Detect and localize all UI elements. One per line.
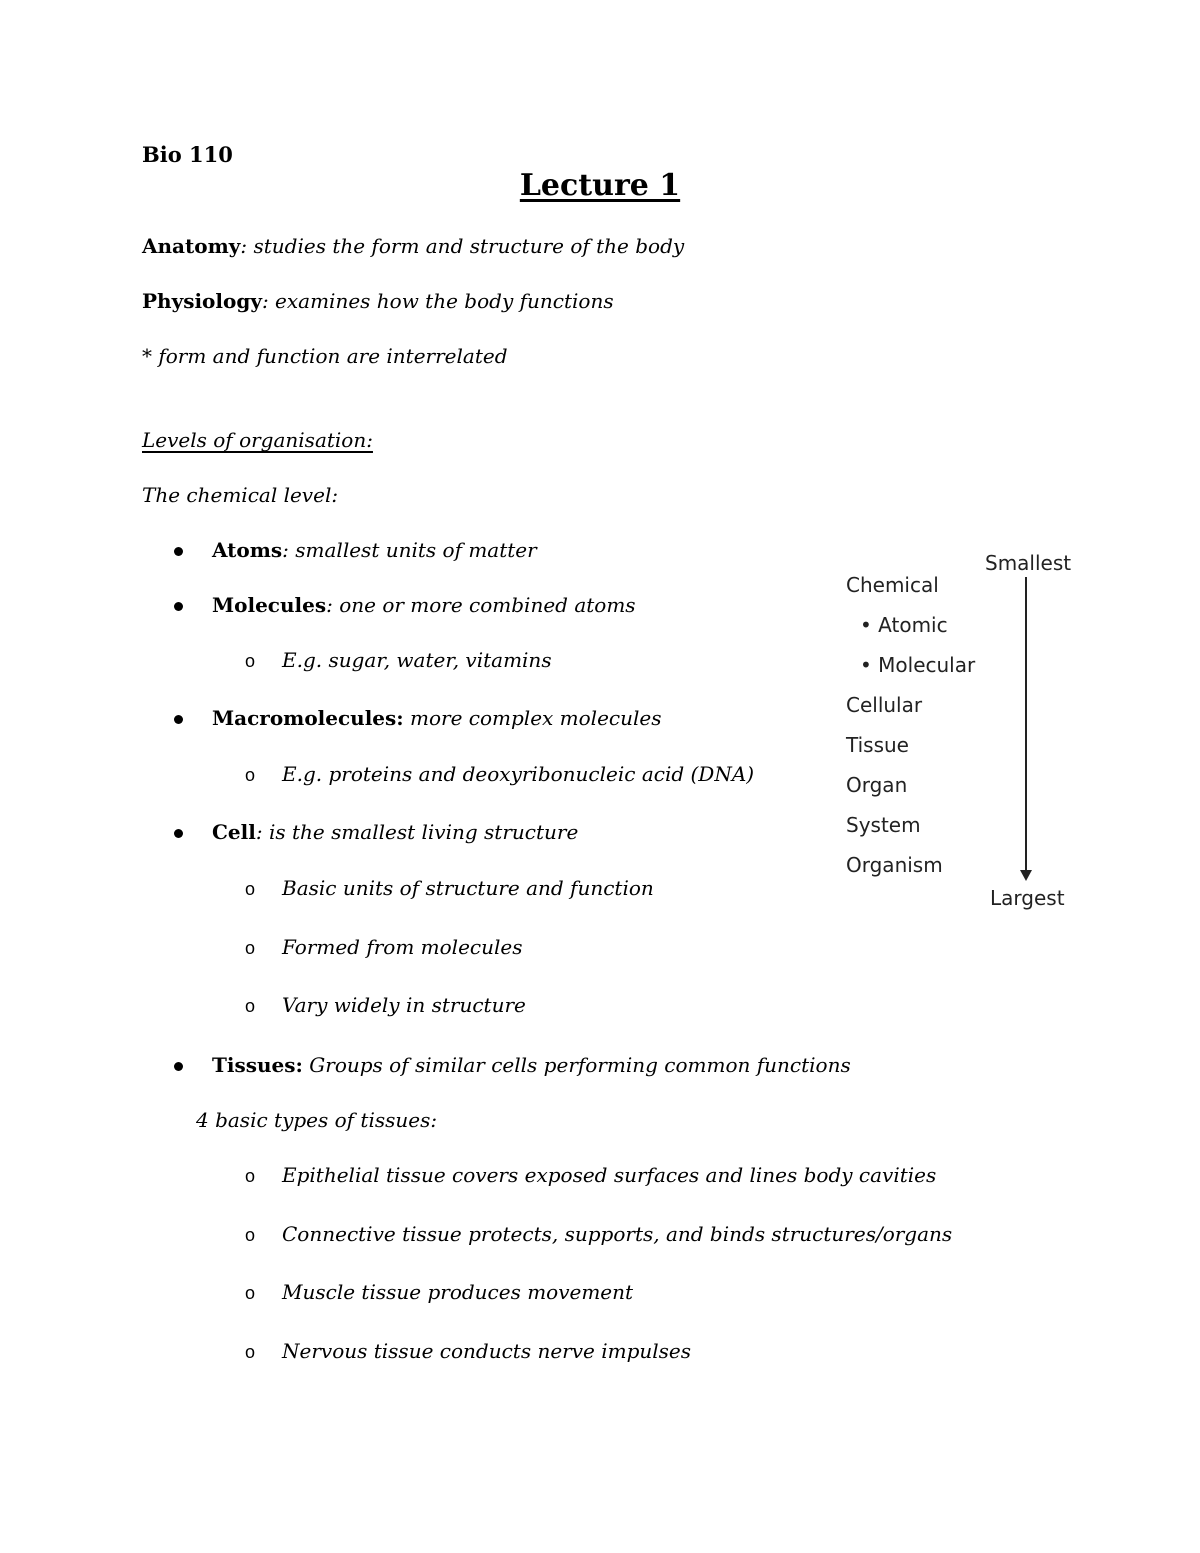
down-arrow-icon — [1010, 575, 1040, 885]
sub-bullet-icon: o — [245, 651, 256, 671]
section-subheading-text: The chemical level: — [142, 483, 339, 507]
tissue-type-item: Muscle tissue produces movement — [282, 1280, 634, 1304]
list-item-cell — [212, 820, 578, 844]
sub-bullet-icon: o — [245, 879, 256, 899]
list-item-tissues — [212, 1053, 851, 1077]
sub-item: E.g. sugar, water, vitamins — [282, 648, 552, 672]
diagram-bottom-label: Largest — [990, 886, 1065, 910]
sub-item: Basic units of structure and function — [282, 876, 654, 900]
list-item-atoms — [212, 538, 537, 562]
definition-term: Physiology — [142, 289, 262, 313]
note-line — [142, 344, 508, 368]
tissue-type-item: Nervous tissue conducts nerve impulses — [282, 1339, 692, 1363]
course-code: Bio 110 — [142, 142, 233, 167]
definition-term: Anatomy — [142, 234, 241, 258]
sub-item: E.g. proteins and deoxyribonucleic acid (DNA) — [282, 762, 755, 786]
sub-item: Vary widely in structure — [282, 993, 526, 1017]
sub-bullet-icon: o — [245, 996, 256, 1016]
section-heading — [142, 428, 373, 452]
item-definition: : is the smallest living structure — [255, 820, 579, 844]
tissue-types-intro: 4 basic types of tissues: — [196, 1108, 438, 1132]
diagram-level: Tissue — [846, 733, 909, 757]
item-term: Tissues: — [212, 1053, 303, 1077]
sub-bullet-icon: o — [245, 1166, 256, 1186]
bullet-icon — [174, 602, 183, 611]
lecture-title: Lecture 1 — [519, 168, 681, 203]
bullet-icon — [174, 1062, 183, 1071]
sub-bullet-icon: o — [245, 1342, 256, 1362]
item-term: Cell — [212, 820, 256, 844]
list-item-macromolecules — [212, 706, 661, 730]
sub-bullet-icon: o — [245, 765, 256, 785]
bullet-icon — [174, 547, 183, 556]
item-definition: Groups of similar cells performing common functions — [302, 1053, 851, 1077]
diagram-level: Cellular — [846, 693, 923, 717]
section-subheading — [142, 483, 338, 507]
sub-item: Formed from molecules — [282, 935, 523, 959]
diagram-level: • Molecular — [860, 653, 976, 677]
definition-physiology — [142, 289, 614, 313]
item-term: Macromolecules: — [212, 706, 404, 730]
definition-text: : examines how the body functions — [261, 289, 614, 313]
diagram-level: • Atomic — [860, 613, 948, 637]
diagram-level: System — [846, 813, 921, 837]
note-text: * form and function are interrelated — [142, 344, 508, 368]
diagram-level: Chemical — [846, 573, 939, 597]
definition-anatomy — [142, 234, 684, 258]
item-term: Atoms — [212, 538, 283, 562]
tissue-type-item: Epithelial tissue covers exposed surfaces and lines body cavities — [282, 1163, 937, 1187]
tissue-type-item: Connective tissue protects, supports, and binds structures/organs — [282, 1222, 953, 1246]
section-heading-text: Levels of organisation: — [142, 428, 373, 452]
sub-bullet-icon: o — [245, 938, 256, 958]
item-definition: more complex molecules — [403, 706, 662, 730]
diagram-top-label: Smallest — [985, 551, 1072, 575]
diagram-level: Organism — [846, 853, 943, 877]
definition-text: : studies the form and structure of the body — [240, 234, 685, 258]
item-definition: : one or more combined atoms — [326, 593, 636, 617]
sub-bullet-icon: o — [245, 1225, 256, 1245]
sub-bullet-icon: o — [245, 1283, 256, 1303]
item-definition: : smallest units of matter — [282, 538, 537, 562]
item-term: Molecules — [212, 593, 327, 617]
list-item-molecules — [212, 593, 636, 617]
diagram-level: Organ — [846, 773, 908, 797]
bullet-icon — [174, 829, 183, 838]
bullet-icon — [174, 715, 183, 724]
